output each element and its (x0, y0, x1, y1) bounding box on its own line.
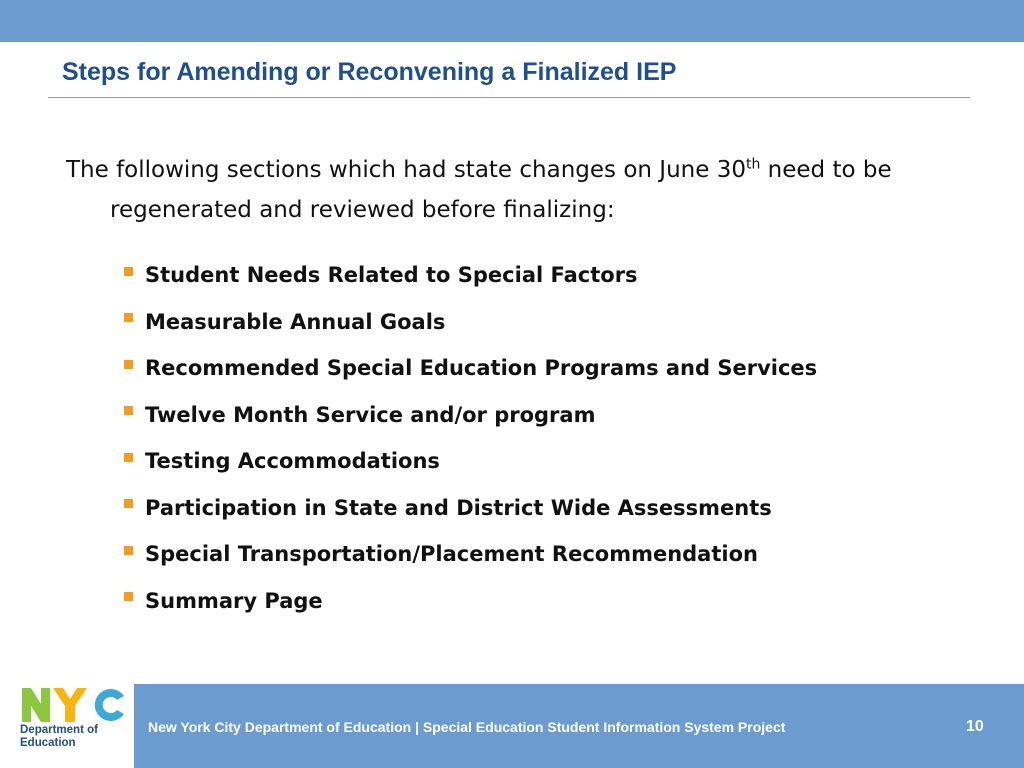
list-item-label: Twelve Month Service and/or program (145, 402, 596, 427)
square-bullet-icon (124, 499, 133, 508)
intro-paragraph (66, 150, 1000, 230)
list-item-label: Testing Accommodations (145, 449, 440, 474)
intro-text-part1: The following sections which had state changes on June 30 (66, 157, 746, 183)
list-item (124, 438, 817, 485)
square-bullet-icon (124, 546, 133, 555)
top-banner (0, 0, 1024, 42)
page-number: 10 (966, 718, 984, 735)
square-bullet-icon (124, 313, 133, 322)
list-item-label: Measurable Annual Goals (145, 309, 446, 334)
square-bullet-icon (124, 406, 133, 415)
list-item (124, 392, 817, 439)
list-item-label: Recommended Special Education Programs and Services (145, 356, 818, 381)
logo-line-2: Education (20, 737, 76, 749)
list-item-label: Student Needs Related to Special Factors (145, 263, 638, 288)
logo-line-1: Department of (20, 724, 98, 736)
list-item (124, 578, 817, 625)
list-item (124, 299, 817, 346)
list-item (124, 345, 817, 392)
slide-title: Steps for Amending or Reconvening a Finalized IEP (62, 58, 677, 86)
square-bullet-icon (124, 267, 133, 276)
list-item (124, 252, 817, 299)
section-list (124, 252, 817, 624)
logo-dept-text (20, 724, 98, 750)
nyc-letters-icon (22, 688, 124, 722)
list-item (124, 531, 817, 578)
intro-superscript: th (745, 156, 761, 173)
intro-text-part2: need to be regenerated and reviewed before finalizing: (110, 157, 892, 223)
square-bullet-icon (124, 360, 133, 369)
list-item-label: Special Transportation/Placement Recommendation (145, 542, 758, 567)
list-item-label: Participation in State and District Wide Assessments (145, 495, 772, 520)
list-item-label: Summary Page (145, 588, 323, 613)
list-item (124, 485, 817, 532)
square-bullet-icon (124, 592, 133, 601)
square-bullet-icon (124, 453, 133, 462)
title-divider (48, 97, 970, 98)
footer-text: New York City Department of Education | Special Education Student Information System Project (148, 719, 786, 735)
